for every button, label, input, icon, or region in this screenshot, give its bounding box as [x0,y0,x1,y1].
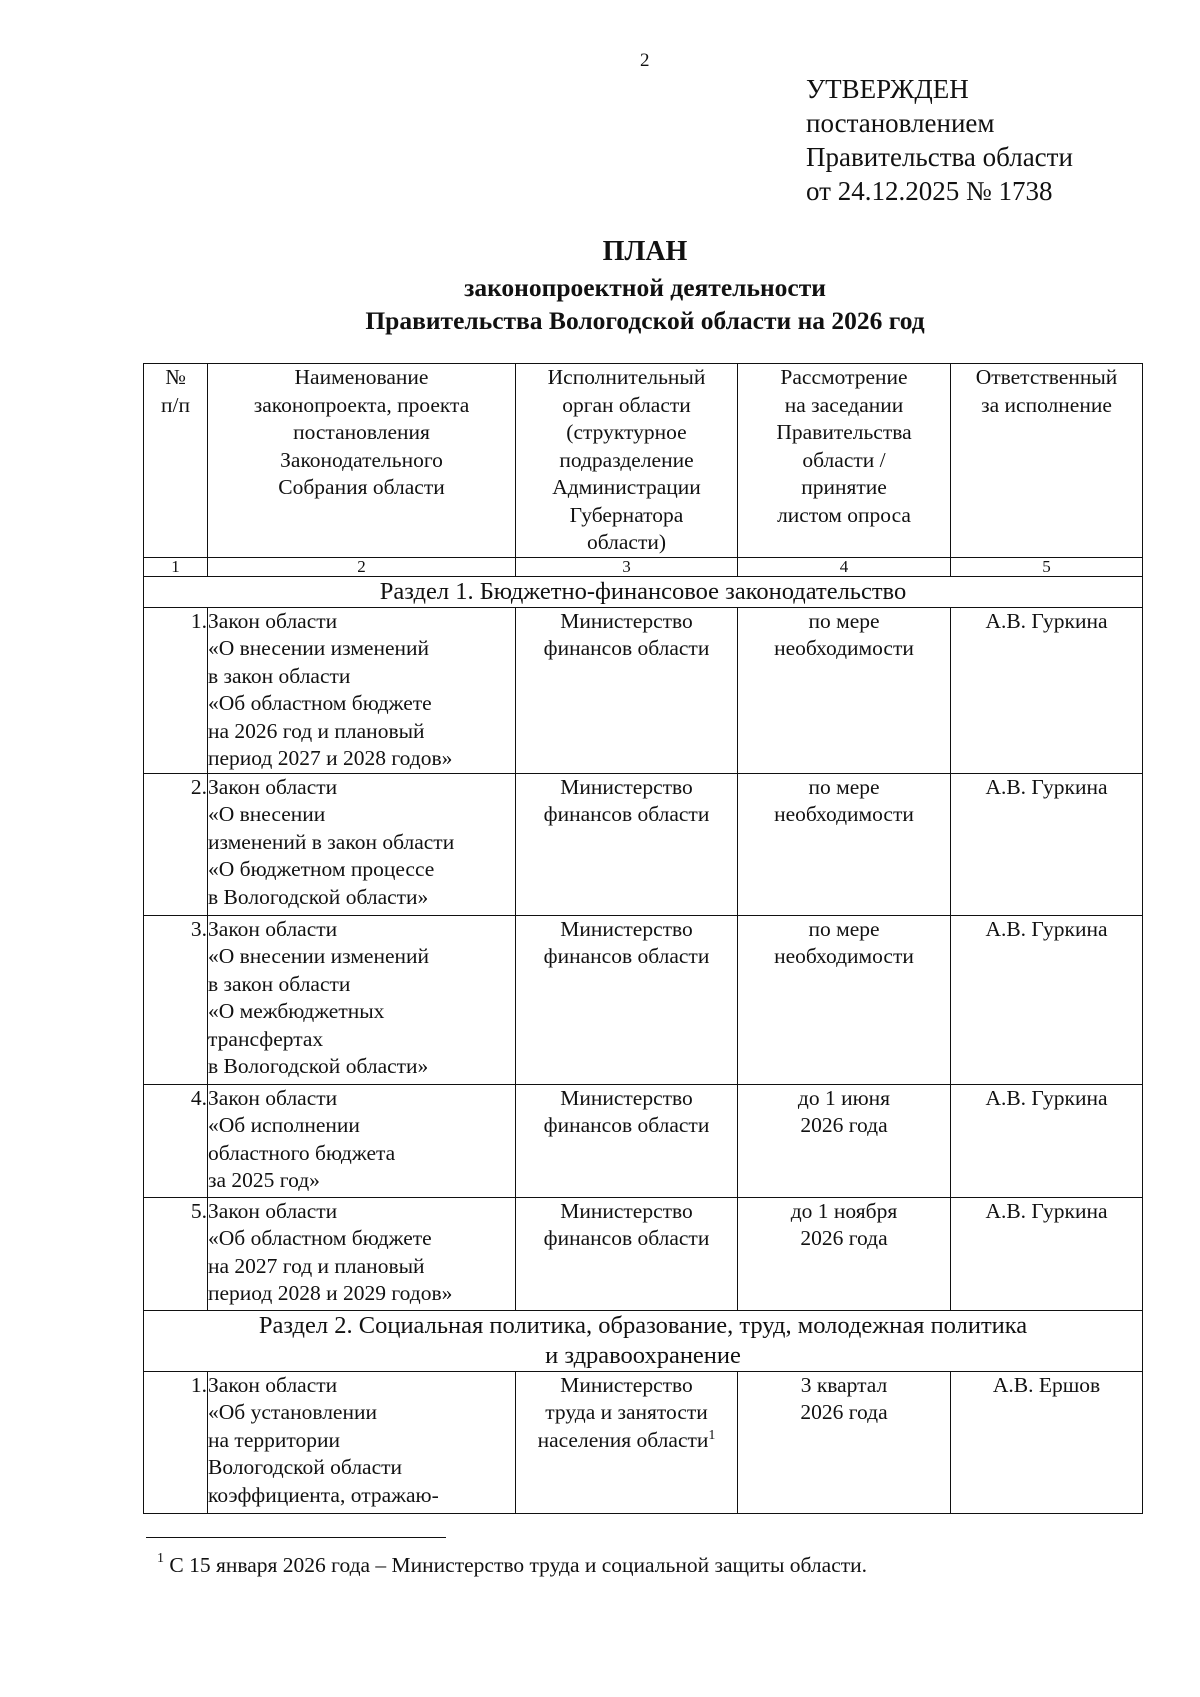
responsible-person: А.В. Гуркина [951,1197,1143,1310]
executive-body-cell [516,1371,738,1513]
title-subtitle: Правительства Вологодской области на 2026 год [365,306,925,335]
row-number: 4. [144,1084,208,1197]
row-number: 2. [144,773,208,915]
table-row [144,607,1143,773]
bill-name: Закон области «О внесении изменений в закон области «О бюджетном процессе в Вологодской области» [208,773,516,915]
row-number: 1. [144,607,208,773]
executive-body: Министерство финансов области [516,915,738,1084]
approval-stamp [806,72,1073,208]
column-header: № п/п [144,364,208,558]
table-row [144,773,1143,915]
column-header: Ответственный за исполнение [951,364,1143,558]
row-number: 1. [144,1371,208,1513]
column-number: 1 [144,557,208,576]
bill-name: Закон области «Об областном бюджете на 2027 год и плановый период 2028 и 2029 годов» [208,1197,516,1310]
review-date: до 1 июня 2026 года [738,1084,951,1197]
table-row [144,1084,1143,1197]
column-header: Рассмотрение на заседании Правительства области / принятие листом опроса [738,364,951,558]
approval-line: от 24.12.2025 № 1738 [806,176,1053,206]
review-date: по мере необходимости [738,915,951,1084]
column-number: 5 [951,557,1143,576]
table-row [144,1197,1143,1310]
responsible-person: А.В. Гуркина [951,607,1143,773]
approval-line: постановлением [806,108,995,138]
row-number: 5. [144,1197,208,1310]
column-header: Наименование законопроекта, проекта постановления Законодательного Собрания области [208,364,516,558]
executive-body: Министерство финансов области [516,1197,738,1310]
responsible-person: А.В. Гуркина [951,915,1143,1084]
section-title: Раздел 1. Бюджетно-финансовое законодательство [144,576,1143,607]
section-title: Раздел 2. Социальная политика, образование, труд, молодежная политика и здравоохранение [144,1310,1143,1371]
column-number: 4 [738,557,951,576]
page-number: 2 [640,50,650,71]
column-number: 2 [208,557,516,576]
footnote [157,1550,868,1578]
bill-name: Закон области «О внесении изменений в закон области «О межбюджетных трансфертах в Вологодской области» [208,915,516,1084]
column-header: Исполнительный орган области (структурное подразделение Администрации Губернатора области) [516,364,738,558]
responsible-person: А.В. Гуркина [951,1084,1143,1197]
document-title [140,233,1150,337]
title-subtitle: законопроектной деятельности [464,273,826,302]
column-number-row [144,557,1143,576]
footnote-marker: 1 [157,1550,164,1566]
footnote-divider [146,1537,446,1538]
section-row [144,1310,1143,1371]
executive-body: Министерство финансов области [516,1084,738,1197]
table-row [144,1371,1143,1513]
executive-body: Министерство финансов области [516,773,738,915]
table-header-row [144,364,1143,558]
title-main: ПЛАН [602,236,688,267]
bill-name: Закон области «О внесении изменений в закон области «Об областном бюджете на 2026 год и плановый период 2027 и 2028 годов» [208,607,516,773]
review-date: по мере необходимости [738,773,951,915]
row-number: 3. [144,915,208,1084]
section-row [144,576,1143,607]
bill-name: Закон области «Об исполнении областного бюджета за 2025 год» [208,1084,516,1197]
footnote-marker: 1 [708,1427,716,1443]
approval-line: УТВЕРЖДЕН [806,74,969,104]
responsible-person: А.В. Ершов [951,1371,1143,1513]
review-date: по мере необходимости [738,607,951,773]
executive-body: Министерство труда и занятости населения области [537,1372,709,1452]
plan-table [143,363,1143,1514]
approval-line: Правительства области [806,142,1073,172]
review-date: 3 квартал 2026 года [738,1371,951,1513]
column-number: 3 [516,557,738,576]
executive-body: Министерство финансов области [516,607,738,773]
responsible-person: А.В. Гуркина [951,773,1143,915]
table-row [144,915,1143,1084]
footnote-text: С 15 января 2026 года – Министерство труда и социальной защиты области. [169,1553,868,1577]
review-date: до 1 ноября 2026 года [738,1197,951,1310]
bill-name: Закон области «Об установлении на территории Вологодской области коэффициента, отражаю- [208,1371,516,1513]
